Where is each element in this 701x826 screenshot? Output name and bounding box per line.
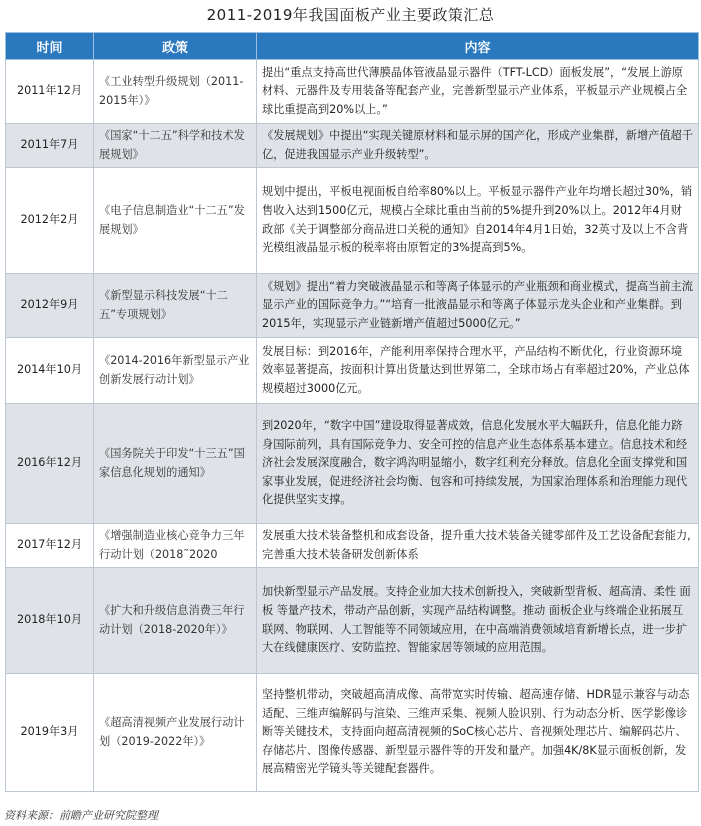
row-policy: 《新型显示科技发展“十二五”专项规划》 <box>94 274 257 338</box>
row-policy: 《电子信息制造业“十二五”发展规划》 <box>94 168 257 274</box>
row-content: 提出“重点支持高世代薄膜晶体管液晶显示器件（TFT-LCD）面板发展”，“发展上游原材料、元器件及专用装备等配套产业，完善新型显示产业体系，平板显示产业规模占全球比重提高到20%以上。” <box>257 60 699 124</box>
row-time: 2017年12月 <box>6 524 94 568</box>
table-row <box>6 60 699 124</box>
row-time: 2011年12月 <box>6 60 94 124</box>
row-policy: 《国家“十二五”科学和技术发展规划》 <box>94 124 257 168</box>
row-time: 2018年10月 <box>6 568 94 674</box>
row-content: 《发展规划》中提出“实现关键原材料和显示屏的国产化，形成产业集群，新增产值超千亿，促进我国显示产业升级转型”。 <box>257 124 699 168</box>
header-policy: 政策 <box>94 33 257 60</box>
table-row <box>6 524 699 568</box>
row-time: 2012年2月 <box>6 168 94 274</box>
row-policy: 《增强制造业核心竞争力三年行动计划（2018˜2020 <box>94 524 257 568</box>
row-content: 规划中提出，平板电视面板自给率80%以上。平板显示器件产业年均增长超过30%，销售收入达到1500亿元，规模占全球比重由当前的5%提升到20%以上。2012年4月财政部《关于调整部分商品进口关税的通知》自2014年4月1日始，32英寸及以上不含背光模组液晶显示板的税率将由原暂定的3%提高到5%。 <box>257 168 699 274</box>
row-policy: 《超高清视频产业发展行动计划（2019-2022年）》 <box>94 674 257 792</box>
row-content: 发展重大技术装备整机和成套设备，提升重大技术装备关键零部件及工艺设备配套能力,完善重大技术装备研发创新体系 <box>257 524 699 568</box>
row-policy: 《扩大和升级信息消费三年行动计划（2018-2020年）》 <box>94 568 257 674</box>
row-content: 发展目标：到2016年，产能利用率保持合理水平，产品结构不断优化，行业资源环境效率显著提高，按面积计算出货量达到世界第二，全球市场占有率超过20%，产业总体规模超过3000亿元。 <box>257 338 699 404</box>
row-time: 2014年10月 <box>6 338 94 404</box>
row-content: 到2020年，“数字中国”建设取得显著成效，信息化发展水平大幅跃升，信息化能力跻身国际前列，具有国际竞争力、安全可控的信息产业生态体系基本建立。信息技术和经济社会发展深度融合，数字鸿沟明显缩小，数字红利充分释放。信息化全面支撑党和国家事业发展，促进经济社会均衡、包容和可持续发展，为国家治理体系和治理能力现代化提供坚实支撑。 <box>257 404 699 524</box>
table-row <box>6 338 699 404</box>
header-content: 内容 <box>257 33 699 60</box>
source-note: 资料来源：前瞻产业研究院整理 <box>4 809 158 822</box>
table-row <box>6 124 699 168</box>
row-content: 坚持整机带动，突破超高清成像、高带宽实时传输、超高速存储、HDR显示兼容与动态适配、三维声编解码与渲染、三维声采集、视频人脸识别、行为动态分析、医学影像诊断等关键技术，支持面向超高清视频的SoC核心芯片、音视频处理芯片、编解码芯片、存储芯片、图像传感器、新型显示器件等的开发和量产。加强4K/8K显示面板创新，发展高精密光学镜头等关键配套器件。 <box>257 674 699 792</box>
row-time: 2016年12月 <box>6 404 94 524</box>
row-content: 《规划》提出“着力突破液晶显示和等离子体显示的产业瓶颈和商业模式，提高当前主流显示产业的国际竞争力。”“培育一批液晶显示和等离子体显示龙头企业和产业集群。到2015年，实现显示产业链新增产值超过5000亿元。” <box>257 274 699 338</box>
table-header-row <box>6 33 699 60</box>
row-policy: 《工业转型升级规划（2011-2015年）》 <box>94 60 257 124</box>
table-row <box>6 674 699 792</box>
policy-table <box>5 32 699 792</box>
row-time: 2012年9月 <box>6 274 94 338</box>
table-row <box>6 404 699 524</box>
row-time: 2011年7月 <box>6 124 94 168</box>
row-time: 2019年3月 <box>6 674 94 792</box>
row-policy: 《2014-2016年新型显示产业创新发展行动计划》 <box>94 338 257 404</box>
table-row <box>6 168 699 274</box>
row-content: 加快新型显示产品发展。支持企业加大技术创新投入，突破新型背板、超高清、柔性 面板 等量产技术，带动产品创新，实现产品结构调整。推动 面板企业与终端企业拓展互联网、物联网、人工智能等不同领域应用，在中高端消费领域培育新增长点，进一步扩大在线健康医疗、安防监控、智能家居等领域的应用范围。 <box>257 568 699 674</box>
table-row <box>6 274 699 338</box>
header-time: 时间 <box>6 33 94 60</box>
table-row <box>6 568 699 674</box>
page-title: 2011-2019年我国面板产业主要政策汇总 <box>206 6 495 24</box>
row-policy: 《国务院关于印发“十三五”国家信息化规划的通知》 <box>94 404 257 524</box>
